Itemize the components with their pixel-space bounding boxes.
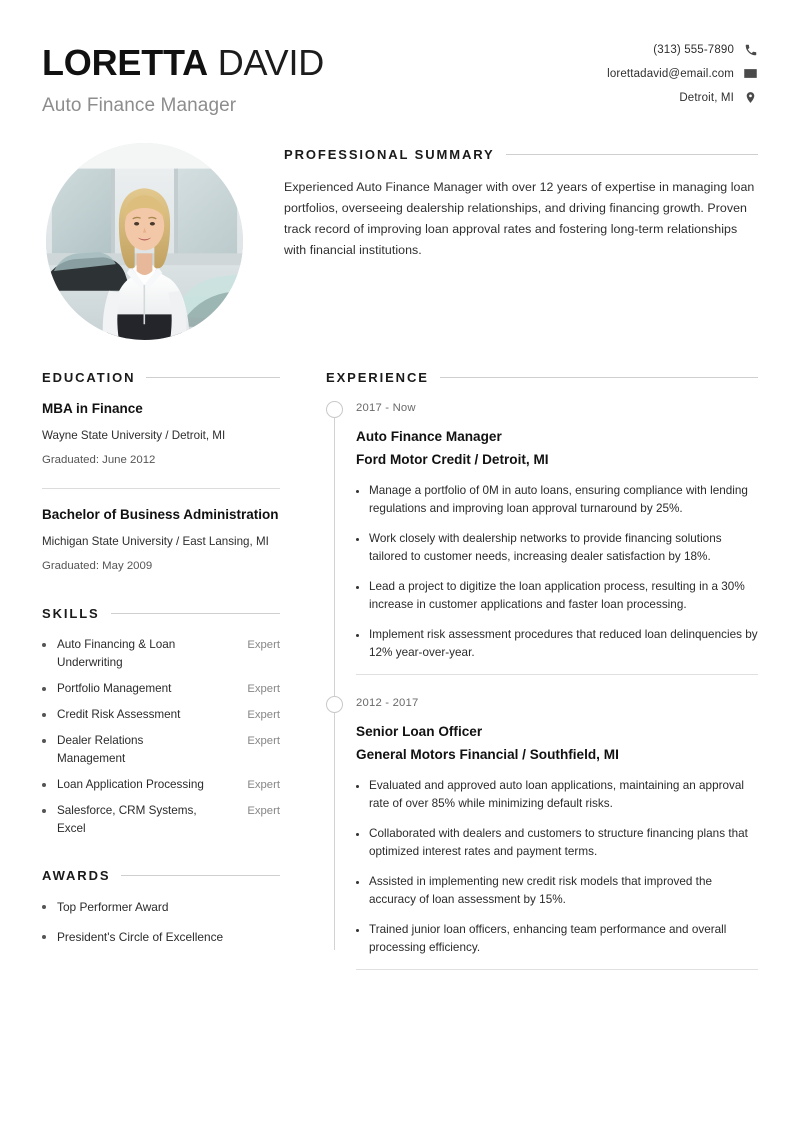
experience-section-header (326, 370, 758, 385)
avatar-image (46, 143, 243, 340)
contact-location[interactable] (679, 90, 758, 105)
experience-bullet-text: Manage a portfolio of 0M in auto loans, ensuring compliance with lending regulations and improving loan approval turnaround by 25%. (369, 484, 748, 515)
contact-phone-text: (313) 555-7890 (653, 43, 734, 56)
experience-bullet-list (356, 482, 758, 662)
skill-item (42, 732, 280, 768)
bullet-icon (42, 643, 46, 647)
contact-list (607, 36, 758, 105)
section-rule (506, 154, 758, 155)
education-section-title: EDUCATION (42, 370, 136, 385)
skill-level: Expert (247, 639, 280, 651)
experience-divider (356, 674, 758, 675)
first-name: LORETTA (42, 42, 208, 83)
education-item (42, 400, 280, 470)
section-rule (440, 377, 758, 378)
skill-name: Loan Application Processing (57, 778, 204, 791)
timeline-line (334, 408, 335, 950)
resume-header (0, 0, 800, 117)
last-name: DAVID (217, 42, 325, 83)
left-column (42, 370, 280, 976)
experience-role: Auto Finance Manager (356, 429, 502, 444)
skill-name: Portfolio Management (57, 682, 172, 695)
location-icon (743, 90, 758, 105)
experience-divider (356, 969, 758, 970)
education-date: Graduated: June 2012 (42, 454, 156, 466)
award-item (42, 928, 280, 946)
contact-email[interactable] (607, 66, 758, 81)
experience-bullet-text: Assisted in implementing new credit risk models that improved the accuracy of loan assessment by 15%. (369, 875, 712, 906)
section-rule (121, 875, 280, 876)
education-school: Wayne State University / Detroit, MI (42, 429, 226, 442)
experience-bullet-list (356, 777, 758, 957)
bullet-icon (42, 739, 46, 743)
bullet-icon (42, 935, 46, 939)
photo-column (42, 143, 280, 340)
skill-item (42, 680, 280, 698)
summary-text: Experienced Auto Finance Manager with over 12 years of expertise in managing loan portfolios, overseeing dealership relationships, and driving financing growth. Proven track record of improving loan approval rates and fostering long-term relationships with financial institutions. (284, 180, 755, 257)
timeline-marker-icon (326, 696, 343, 713)
contact-phone[interactable] (653, 42, 758, 57)
education-degree: MBA in Finance (42, 401, 143, 416)
education-divider (42, 488, 280, 489)
experience-bullet (356, 626, 758, 662)
bullet-icon (42, 713, 46, 717)
education-school: Michigan State University / East Lansing, MI (42, 535, 269, 548)
contact-email-text: lorettadavid@email.com (607, 67, 734, 80)
skill-name: Salesforce, CRM Systems, Excel (57, 804, 197, 835)
experience-company: Ford Motor Credit / Detroit, MI (356, 452, 549, 467)
experience-bullet (356, 578, 758, 614)
photo-summary-row (0, 117, 800, 340)
bullet-icon (42, 905, 46, 909)
section-rule (111, 613, 280, 614)
award-name: President's Circle of Excellence (57, 930, 224, 944)
experience-bullet (356, 530, 758, 566)
skill-item (42, 706, 280, 724)
bullet-icon (42, 687, 46, 691)
skill-item (42, 776, 280, 794)
experience-date: 2017 - Now (356, 402, 416, 414)
bullet-icon (356, 634, 359, 637)
awards-section (42, 868, 280, 946)
award-name: Top Performer Award (57, 900, 169, 914)
skills-section-title: SKILLS (42, 606, 100, 621)
skill-name: Credit Risk Assessment (57, 708, 181, 721)
contact-location-text: Detroit, MI (679, 91, 734, 104)
summary-section-header (284, 147, 758, 162)
experience-bullet-text: Implement risk assessment procedures that reduced loan delinquencies by 12% year-over-year. (369, 628, 758, 659)
right-column (280, 370, 758, 972)
summary-column (280, 143, 758, 340)
bullet-icon (356, 586, 359, 589)
bullet-icon (356, 929, 359, 932)
experience-role: Senior Loan Officer (356, 724, 483, 739)
education-date: Graduated: May 2009 (42, 560, 153, 572)
skill-level: Expert (247, 735, 280, 747)
skill-level: Expert (247, 805, 280, 817)
skill-name: Auto Financing & Loan Underwriting (57, 638, 176, 669)
job-title: Auto Finance Manager (42, 95, 237, 116)
name-block (42, 36, 324, 117)
experience-section-title: EXPERIENCE (326, 370, 429, 385)
bullet-icon (356, 490, 359, 493)
experience-bullet-text: Lead a project to digitize the loan application process, resulting in a 30% increase in customer applications and faster loan processing. (369, 580, 745, 611)
experience-bullet-text: Work closely with dealership networks to provide financing solutions tailored to customer needs, increasing dealer satisfaction by 18%. (369, 532, 722, 563)
bullet-icon (356, 881, 359, 884)
experience-bullet-text: Evaluated and approved auto loan applications, maintaining an approval rate of over 85% while minimizing default risks. (369, 779, 745, 810)
experience-company: General Motors Financial / Southfield, MI (356, 747, 619, 762)
bullet-icon (356, 538, 359, 541)
skill-item (42, 802, 280, 838)
phone-icon (743, 42, 758, 57)
bullet-icon (356, 833, 359, 836)
experience-timeline (326, 400, 758, 972)
skill-level: Expert (247, 683, 280, 695)
award-item (42, 898, 280, 916)
awards-section-title: AWARDS (42, 868, 111, 883)
experience-item (356, 400, 758, 695)
experience-bullet (356, 825, 758, 861)
page-title (42, 42, 324, 84)
avatar (46, 143, 243, 340)
main-columns (0, 340, 800, 976)
skills-section (42, 606, 280, 838)
experience-bullet-text: Trained junior loan officers, enhancing team performance and overall processing efficiency. (369, 923, 727, 954)
email-icon (743, 66, 758, 81)
education-item (42, 506, 280, 576)
experience-bullet (356, 482, 758, 518)
experience-bullet-text: Collaborated with dealers and customers to structure financing plans that optimized interest rates and payment terms. (369, 827, 748, 858)
awards-section-header (42, 868, 280, 883)
bullet-icon (42, 809, 46, 813)
experience-item (356, 695, 758, 972)
experience-bullet (356, 873, 758, 909)
skill-level: Expert (247, 779, 280, 791)
bullet-icon (42, 783, 46, 787)
bullet-icon (356, 785, 359, 788)
timeline-marker-icon (326, 401, 343, 418)
education-section (42, 370, 280, 576)
education-degree: Bachelor of Business Administration (42, 507, 279, 522)
skills-section-header (42, 606, 280, 621)
skill-level: Expert (247, 709, 280, 721)
experience-date: 2012 - 2017 (356, 697, 419, 709)
experience-bullet (356, 777, 758, 813)
skill-name: Dealer Relations Management (57, 734, 144, 765)
skill-item (42, 636, 280, 672)
section-rule (146, 377, 280, 378)
education-section-header (42, 370, 280, 385)
summary-section-title: PROFESSIONAL SUMMARY (284, 147, 495, 162)
experience-bullet (356, 921, 758, 957)
